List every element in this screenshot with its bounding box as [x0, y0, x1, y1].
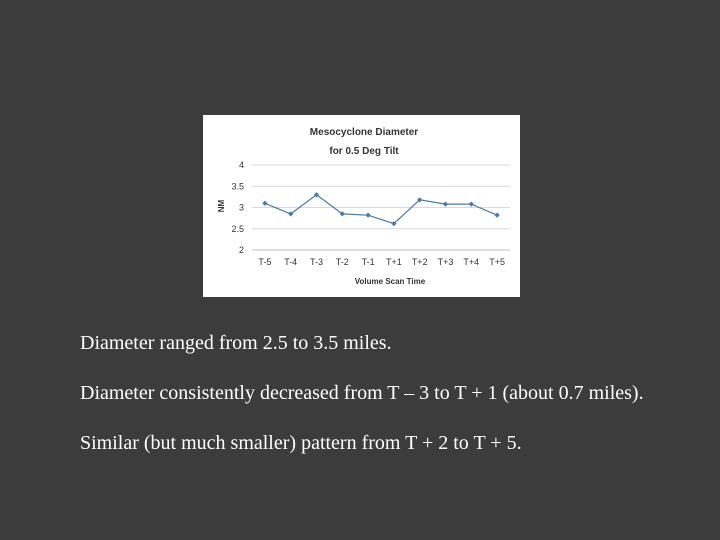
data-point [443, 202, 448, 207]
note-decrease: Diameter consistently decreased from T – 3 to T + 1 (about 0.7 miles). [80, 382, 644, 404]
y-tick-label: 3 [238, 202, 244, 213]
chart-panel [203, 115, 520, 297]
x-tick-label: T+3 [437, 257, 454, 267]
data-point [366, 213, 371, 218]
gridlines [252, 165, 510, 250]
chart-title-line-1: Mesocyclone Diameter [309, 127, 419, 138]
data-point [262, 201, 267, 206]
x-tick-label: T+1 [386, 257, 402, 267]
x-tick-label: T-4 [284, 257, 298, 267]
chart-title-line-2: for 0.5 Deg Tilt [329, 146, 399, 157]
x-tick-label: T-5 [258, 257, 272, 267]
series-line [265, 195, 497, 224]
y-tick-label: 3.5 [231, 181, 244, 192]
data-point [469, 202, 474, 207]
x-tick-labels [258, 257, 505, 267]
x-tick-label: T+2 [411, 257, 428, 267]
notes-text [80, 330, 680, 480]
y-tick-labels [231, 160, 244, 255]
y-tick-label: 2.5 [231, 223, 244, 234]
y-tick-label: 4 [238, 160, 244, 170]
x-tick-label: T+4 [463, 257, 480, 267]
line-chart [203, 115, 520, 297]
data-point [495, 213, 500, 218]
y-tick-label: 2 [238, 245, 244, 255]
x-tick-label: T-2 [335, 257, 349, 267]
x-tick-label: T-1 [361, 257, 375, 267]
x-axis-label: Volume Scan Time [354, 277, 426, 286]
series-diameter [262, 192, 499, 226]
note-pattern: Similar (but much smaller) pattern from T + 2 to T + 5. [80, 432, 522, 454]
x-tick-label: T+5 [489, 257, 505, 267]
x-tick-label: T-3 [309, 257, 324, 267]
y-axis-label: NM [217, 199, 226, 213]
note-range: Diameter ranged from 2.5 to 3.5 miles. [80, 332, 392, 354]
